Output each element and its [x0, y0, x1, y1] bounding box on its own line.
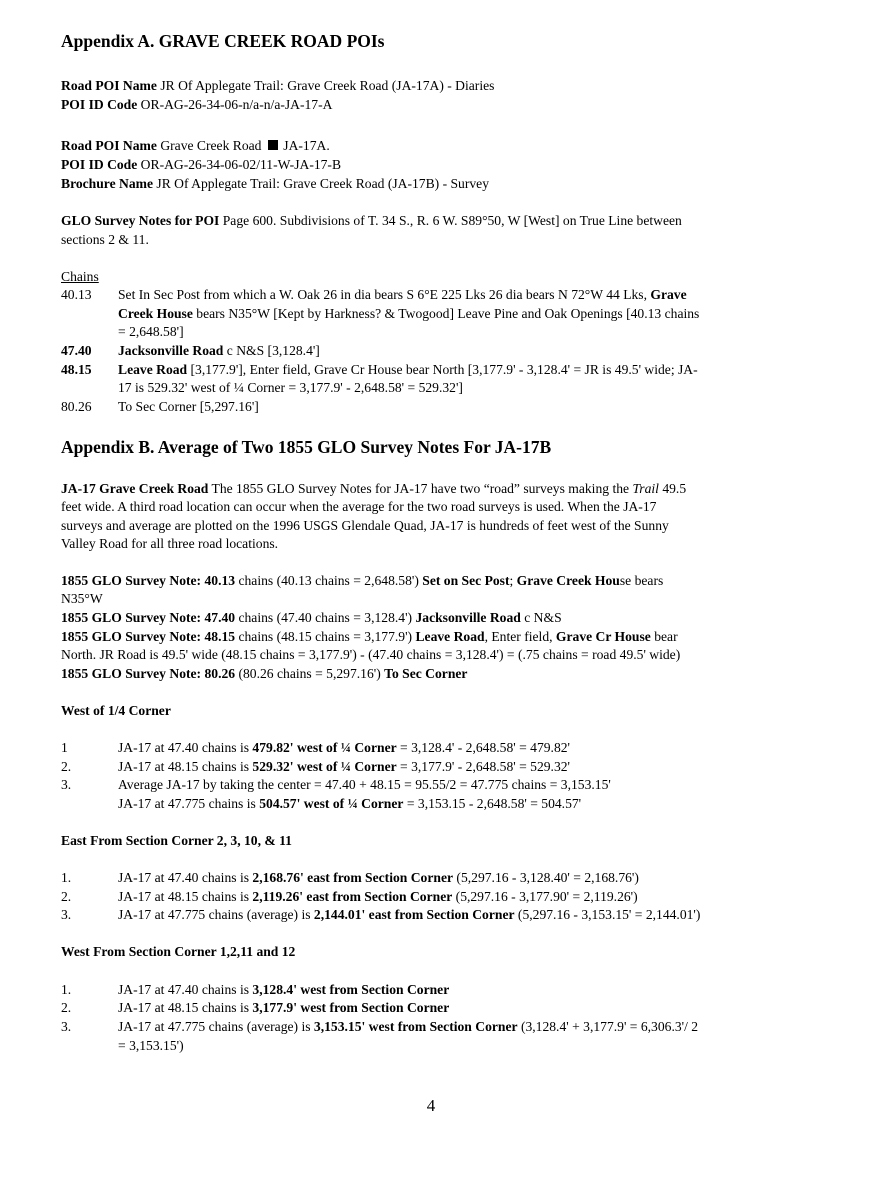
- list-number: 1.: [61, 870, 72, 885]
- chain-text: [118, 305, 699, 324]
- list-item-cont: = 3,153.15'): [118, 1038, 184, 1053]
- chain-text: = 2,648.58']: [118, 324, 184, 339]
- list-item: [118, 758, 570, 777]
- text: 2,119.26' east from Section Corner: [252, 889, 453, 904]
- text: To Sec Corner: [384, 666, 468, 681]
- page-number: 4: [426, 1096, 436, 1115]
- number: 80.26: [201, 666, 236, 681]
- text: (3,128.4' + 3,177.9' = 6,306.3'/ 2: [517, 1019, 699, 1034]
- text: JA-17 at 48.15 chains is: [118, 889, 253, 904]
- survey-note-1-cont: N35°W: [61, 591, 103, 606]
- appendix-b-title: Appendix B. Average of Two 1855 GLO Survey Notes For JA-17B: [61, 437, 552, 457]
- text: = 3,153.15 - 2,648.58' = 504.57': [403, 796, 582, 811]
- text: 3,153.15' west from Section Corner: [313, 1019, 518, 1034]
- chain-text: [118, 286, 687, 305]
- list-number: 2.: [61, 759, 72, 774]
- list-number: 3.: [61, 907, 72, 922]
- label: Brochure Name: [61, 176, 153, 191]
- text: Creek House: [118, 306, 193, 321]
- text: bear: [650, 629, 678, 644]
- text: 3,177.9' west from Section Corner: [252, 1000, 450, 1015]
- chain-number: 80.26: [61, 399, 92, 414]
- label: 1855 GLO Survey Note:: [61, 629, 202, 644]
- survey-note-3-cont: North. JR Road is 49.5' wide (48.15 chains = 3,177.9') - (47.40 chains = 3,128.4') = (.75 chains = road 49.5' wide): [61, 647, 681, 662]
- number: 40.13: [201, 573, 236, 588]
- number: 48.15: [201, 629, 236, 644]
- text: 3,128.4' west from Section Corner: [252, 982, 450, 997]
- glo-notes-line-2: sections 2 & 11.: [61, 232, 149, 247]
- intro-line-4: Valley Road for all three road locations.: [61, 536, 279, 551]
- poi2-name-line: [61, 137, 330, 156]
- text: 479.82' west of ¼ Corner: [252, 740, 397, 755]
- text: The 1855 GLO Survey Notes for JA-17 have two “road” surveys making the: [208, 481, 633, 496]
- intro-line-1: [61, 480, 686, 499]
- text: 48.15: [61, 362, 92, 377]
- text: (5,297.16 - 3,153.15' = 2,144.01'): [514, 907, 701, 922]
- poi2-id-line: [61, 156, 341, 175]
- text: Leave Road: [118, 362, 188, 377]
- intro-line-2: feet wide. A third road location can occur when the average for the two road surveys is used. When the JA-17: [61, 499, 657, 514]
- list-item: [118, 869, 639, 888]
- label: POI ID Code: [61, 157, 138, 172]
- chain-text: 17 is 529.32' west of ¼ Corner = 3,177.9' - 2,648.58' = 529.32']: [118, 380, 463, 395]
- list-item: Average JA-17 by taking the center = 47.40 + 48.15 = 95.55/2 = 47.775 chains = 3,153.15': [118, 777, 611, 792]
- text: (5,297.16 - 3,177.90' = 2,119.26'): [452, 889, 638, 904]
- number: 47.40: [201, 610, 236, 625]
- text: 49.5: [658, 481, 687, 496]
- chain-text: [118, 361, 698, 380]
- list-number: 3.: [61, 1019, 72, 1034]
- text: 2,168.76' east from Section Corner: [252, 870, 454, 885]
- list-number: 2.: [61, 1000, 72, 1015]
- survey-note-3: [61, 628, 678, 647]
- label: 1855 GLO Survey Note:: [61, 666, 202, 681]
- value: JA-17A.: [279, 138, 330, 153]
- chain-number: [61, 342, 92, 361]
- text: Grave Creek Hou: [516, 573, 620, 588]
- list-number: 2.: [61, 889, 72, 904]
- black-square-icon: [268, 140, 278, 150]
- value: Grave Creek Road: [156, 138, 265, 153]
- text: Chains: [61, 269, 99, 284]
- text: ;: [509, 573, 517, 588]
- text: Grave: [650, 287, 687, 302]
- label: JA-17 Grave Creek Road: [61, 481, 209, 496]
- section-heading: [61, 702, 171, 721]
- text: JA-17 at 48.15 chains is: [118, 1000, 253, 1015]
- poi2-brochure-line: [61, 175, 489, 194]
- poi1-id-line: [61, 96, 332, 115]
- list-item: [118, 1018, 698, 1037]
- text: chains (48.15 chains = 3,177.9'): [235, 629, 416, 644]
- text: Jacksonville Road: [118, 343, 224, 358]
- intro-line-3: surveys and average are plotted on the 1996 USGS Glendale Quad, JA-17 is hundreds of feet west of the Sunny: [61, 518, 669, 533]
- text: Grave Cr House: [555, 629, 651, 644]
- text: Enter field, Grave Cr House bear North [3,177.9' - 3,128.4' = JR is 49.5' wide; JA-: [246, 362, 698, 377]
- survey-note-2: [61, 609, 562, 628]
- text: chains (40.13 chains = 2,648.58'): [235, 573, 423, 588]
- text: (80.26 chains = 5,297.16'): [235, 666, 385, 681]
- list-number: 1.: [61, 982, 72, 997]
- value: OR-AG-26-34-06-n/a-n/a-JA-17-A: [137, 97, 333, 112]
- text: West From Section Corner 1,2,11 and 12: [61, 944, 296, 959]
- value: OR-AG-26-34-06-02/11-W-JA-17-B: [137, 157, 342, 172]
- chain-number: [61, 361, 92, 380]
- chains-header: [61, 268, 99, 287]
- text: Set on Sec Post: [422, 573, 510, 588]
- text: JA-17 at 47.40 chains is: [118, 740, 253, 755]
- text: Trail: [632, 481, 659, 496]
- survey-note-1: [61, 572, 663, 591]
- text: (5,297.16 - 3,128.40' = 2,168.76'): [453, 870, 639, 885]
- text: Set In Sec Post from which a W. Oak 26 in dia bears S 6°E 225 Lks 26 dia bears N 72°W 44 Lks,: [118, 287, 651, 302]
- text: c N&S [3,128.4']: [223, 343, 320, 358]
- section-heading: [61, 943, 295, 962]
- label: Road POI Name: [61, 78, 157, 93]
- label: POI ID Code: [61, 97, 138, 112]
- text: 47.40: [61, 343, 92, 358]
- list-item: [118, 981, 449, 1000]
- list-item: [118, 906, 700, 925]
- survey-note-4: [61, 665, 467, 684]
- text: [3,177.9'],: [187, 362, 247, 377]
- list-item: [118, 999, 449, 1018]
- list-item: [118, 739, 570, 758]
- text: Leave Road: [415, 629, 485, 644]
- text: JA-17 at 47.775 chains is: [118, 796, 260, 811]
- list-number: 1: [61, 740, 68, 755]
- section-heading: [61, 832, 292, 851]
- text: bears N35°W [Kept by Harkness? & Twogood] Leave Pine and Oak Openings [40.13 chains: [192, 306, 700, 321]
- appendix-a-title: Appendix A. GRAVE CREEK ROAD POIs: [61, 31, 385, 51]
- text: 2,144.01' east from Section Corner: [313, 907, 515, 922]
- label: 1855 GLO Survey Note:: [61, 573, 202, 588]
- poi1-name-line: [61, 77, 494, 96]
- chain-text: [118, 342, 320, 361]
- text: West of 1/4 Corner: [61, 703, 171, 718]
- text: = 3,128.4' - 2,648.58' = 479.82': [396, 740, 570, 755]
- label: GLO Survey Notes for POI: [61, 213, 220, 228]
- value: JR Of Applegate Trail: Grave Creek Road (JA-17B) - Survey: [153, 176, 490, 191]
- text: JA-17 at 48.15 chains is: [118, 759, 253, 774]
- label: 1855 GLO Survey Note:: [61, 610, 202, 625]
- list-number: 3.: [61, 777, 72, 792]
- text: 504.57' west of ¼ Corner: [259, 796, 404, 811]
- text: se bears: [619, 573, 664, 588]
- list-item: [118, 888, 638, 907]
- text: Page 600. Subdivisions of T. 34 S., R. 6 W. S89°50, W [West] on True Line between: [219, 213, 682, 228]
- chain-number: 40.13: [61, 287, 92, 302]
- text: c N&S: [520, 610, 562, 625]
- text: , Enter field,: [484, 629, 556, 644]
- text: Jacksonville Road: [415, 610, 521, 625]
- text: chains (47.40 chains = 3,128.4'): [235, 610, 416, 625]
- list-item-cont: [118, 795, 581, 814]
- text: JA-17 at 47.40 chains is: [118, 982, 253, 997]
- text: = 3,177.9' - 2,648.58' = 529.32': [396, 759, 570, 774]
- text: JA-17 at 47.775 chains (average) is: [118, 907, 314, 922]
- text: JA-17 at 47.40 chains is: [118, 870, 253, 885]
- label: Road POI Name: [61, 138, 157, 153]
- chain-text: To Sec Corner [5,297.16']: [118, 399, 259, 414]
- text: 529.32' west of ¼ Corner: [252, 759, 397, 774]
- text: JA-17 at 47.775 chains (average) is: [118, 1019, 314, 1034]
- value: JR Of Applegate Trail: Grave Creek Road (JA-17A) - Diaries: [156, 78, 495, 93]
- glo-notes-line-1: [61, 212, 682, 231]
- text: East From Section Corner 2, 3, 10, & 11: [61, 833, 292, 848]
